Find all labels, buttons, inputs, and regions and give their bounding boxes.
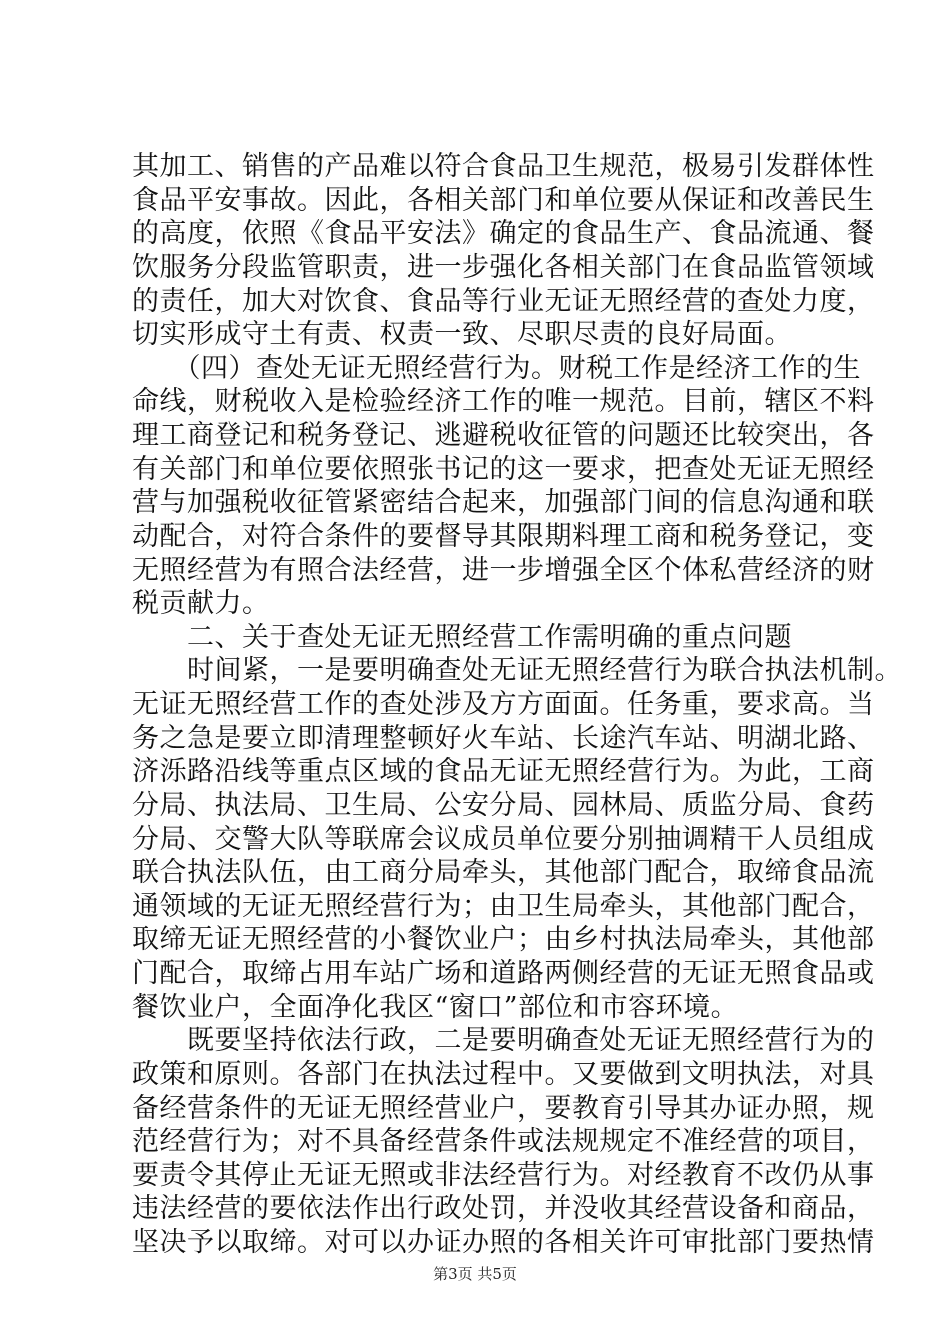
text-line: 联合执法队伍，由工商分局牵头，其他部门配合，取缔食品流 (132, 857, 875, 888)
text-line: 范经营行为；对不具备经营条件或法规规定不准经营的项目， (132, 1126, 875, 1157)
text-line: 动配合，对符合条件的要督导其限期料理工商和税务登记，变 (132, 521, 875, 552)
text-line: 政策和原则。各部门在执法过程中。又要做到文明执法，对具 (132, 1059, 875, 1090)
text-line: 饮服务分段监管职责，进一步强化各相关部门在食品监管领域 (132, 252, 875, 283)
text-line: 分局、交警大队等联席会议成员单位要分别抽调精干人员组成 (132, 824, 875, 855)
text-line: 既要坚持依法行政，二是要明确查处无证无照经营行为的 (132, 1025, 875, 1056)
text-line: 其加工、销售的产品难以符合食品卫生规范，极易引发群体性 (132, 151, 875, 182)
text-line: 有关部门和单位要依照张书记的这一要求，把查处无证无照经 (132, 454, 875, 485)
text-line: 备经营条件的无证无照经营业户，要教育引导其办证办照，规 (132, 1093, 875, 1124)
text-line: 务之急是要立即清理整顿好火车站、长途汽车站、明湖北路、 (132, 723, 875, 754)
text-line: 要责令其停止无证无照或非法经营行为。对经教育不改仍从事 (132, 1160, 875, 1191)
text-line: 无照经营为有照合法经营，进一步增强全区个体私营经济的财 (132, 555, 875, 586)
text-line: 坚决予以取缔。对可以办证办照的各相关许可审批部门要热情 (132, 1227, 875, 1258)
text-line: 命线，财税收入是检验经济工作的唯一规范。目前，辖区不料 (132, 386, 875, 417)
text-line: （四）查处无证无照经营行为。财税工作是经济工作的生 (132, 353, 861, 384)
text-line: 门配合，取缔占用车站广场和道路两侧经营的无证无照食品或 (132, 958, 875, 989)
text-line: 的高度，依照《食品平安法》确定的食品生产、食品流通、餐 (132, 218, 875, 249)
text-line: 取缔无证无照经营的小餐饮业户；由乡村执法局牵头，其他部 (132, 924, 875, 955)
text-line: 通领域的无证无照经营行为；由卫生局牵头，其他部门配合， (132, 891, 875, 922)
text-line: 违法经营的要依法作出行政处罚，并没收其经营设备和商品， (132, 1193, 875, 1224)
text-line: 切实形成守土有责、权责一致、尽职尽责的良好局面。 (132, 319, 792, 350)
text-line: 时间紧，一是要明确查处无证无照经营行为联合执法机制。 (132, 655, 902, 686)
text-line: 的责任，加大对饮食、食品等行业无证无照经营的查处力度， (132, 286, 875, 317)
text-line: 济泺路沿线等重点区域的食品无证无照经营行为。为此，工商 (132, 756, 875, 787)
text-line: 餐饮业户，全面净化我区“窗口”部位和市容环境。 (132, 992, 739, 1023)
text-line: 分局、执法局、卫生局、公安分局、园林局、质监分局、食药 (132, 790, 875, 821)
text-line: 食品平安事故。因此，各相关部门和单位要从保证和改善民生 (132, 185, 875, 216)
text-line: 理工商登记和税务登记、逃避税收征管的问题还比较突出，各 (132, 420, 875, 451)
text-line: 无证无照经营工作的查处涉及方方面面。任务重，要求高。当 (132, 689, 875, 720)
section-heading: 二、关于查处无证无照经营工作需明确的重点问题 (132, 622, 792, 653)
text-line: 营与加强税收征管紧密结合起来，加强部门间的信息沟通和联 (132, 487, 875, 518)
text-line: 税贡献力。 (132, 588, 270, 619)
page-footer: 第3页 共5页 (433, 1265, 517, 1283)
